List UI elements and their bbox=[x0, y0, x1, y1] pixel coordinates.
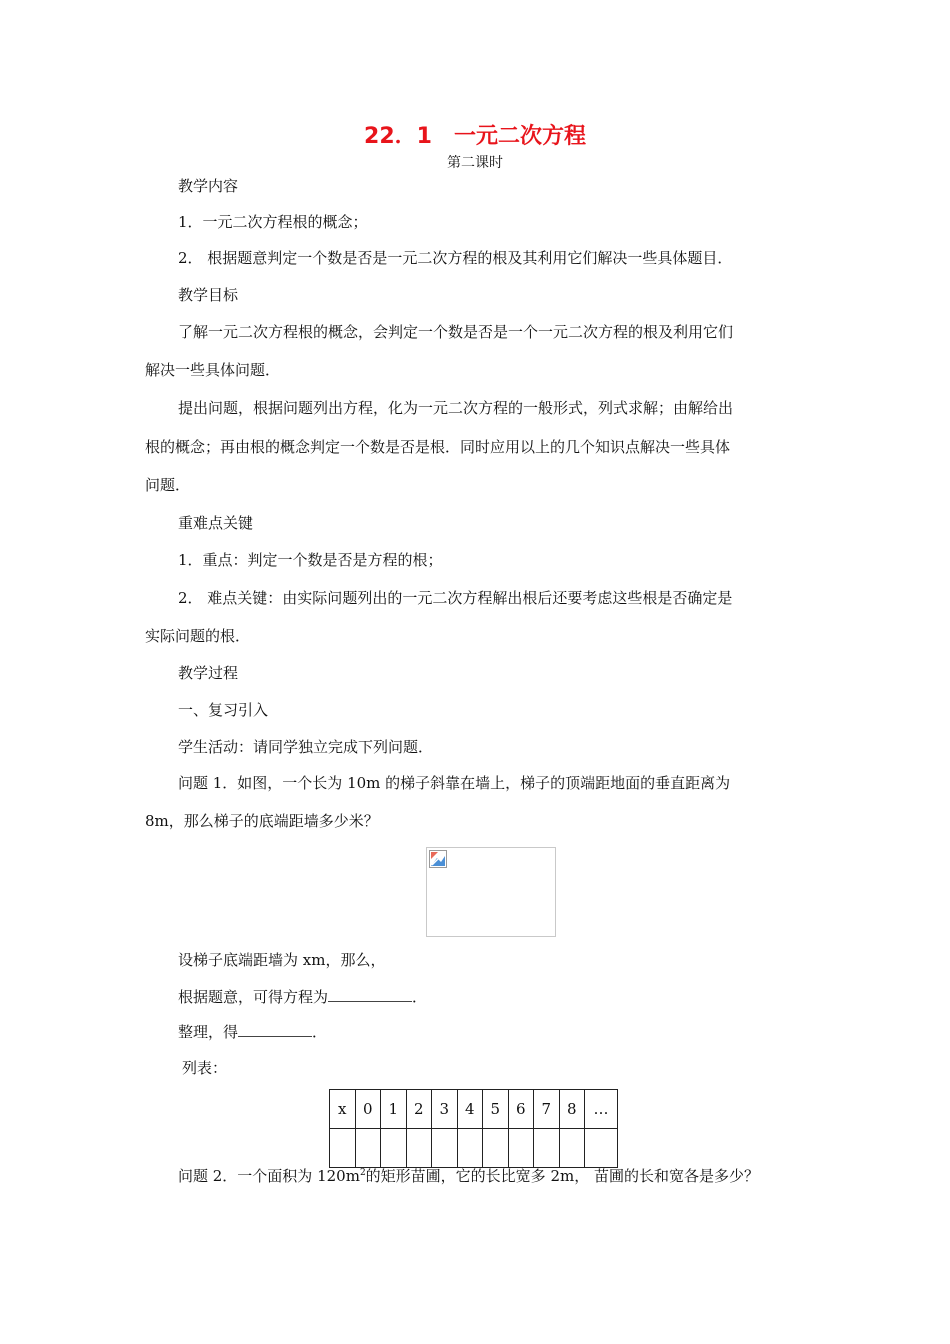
section-heading-key-points: 重难点关键 bbox=[178, 514, 254, 532]
question-2-text: 问题 2．一个面积为 120m bbox=[178, 1167, 360, 1185]
goal-paragraph-1-line-2: 解决一些具体问题． bbox=[145, 361, 281, 379]
table-header-cell: x bbox=[330, 1090, 356, 1129]
broken-image-icon bbox=[429, 850, 447, 868]
lesson-title: 22．1 一元二次方程 bbox=[364, 124, 586, 149]
table-empty-cell bbox=[559, 1129, 585, 1168]
table-header-cell: 2 bbox=[406, 1090, 432, 1129]
goal-paragraph-2-line-3: 问题． bbox=[145, 476, 191, 494]
goal-paragraph-1-line-1: 了解一元二次方程根的概念，会判定一个数是否是一个一元二次方程的根及利用它们 bbox=[178, 323, 734, 341]
ladder-figure-placeholder bbox=[426, 847, 556, 937]
table-header-cell: 3 bbox=[432, 1090, 458, 1129]
table-header-row bbox=[330, 1090, 618, 1129]
table-header-cell: 8 bbox=[559, 1090, 585, 1129]
table-empty-cell bbox=[381, 1129, 407, 1168]
section-heading-process: 教学过程 bbox=[178, 664, 239, 682]
table-empty-cell bbox=[508, 1129, 534, 1168]
equation-prompt-text: 根据题意，可得方程为 bbox=[178, 988, 329, 1006]
key-point-2-line-1: 2． 难点关键：由实际问题列出的一元二次方程解出根后还要考虑这些根是否确定是 bbox=[178, 589, 733, 607]
content-item-1: 1．一元二次方程根的概念； bbox=[178, 213, 368, 231]
equation-answer-blank bbox=[328, 985, 412, 1002]
table-empty-cell bbox=[457, 1129, 483, 1168]
section-heading-goals: 教学目标 bbox=[178, 286, 239, 304]
question-1-line-1: 问题 1．如图，一个长为 10m 的梯子斜靠在墙上，梯子的顶端距地面的垂直距离为 bbox=[178, 774, 731, 792]
question-2 bbox=[178, 1165, 810, 1187]
key-point-1: 1．重点：判定一个数是否是方程的根； bbox=[178, 551, 443, 569]
section-heading-content: 教学内容 bbox=[178, 177, 239, 195]
question-2-text-end: 的矩形苗圃，它的长比宽多 2m， 苗圃的长和宽各是多少？ bbox=[365, 1167, 759, 1185]
question-2-exponent: 2 bbox=[359, 1168, 366, 1178]
lesson-subtitle: 第二课时 bbox=[447, 155, 503, 171]
student-activity: 学生活动：请同学独立完成下列问题． bbox=[178, 738, 434, 756]
simplify-prompt bbox=[178, 1020, 810, 1043]
table-empty-cell bbox=[330, 1129, 356, 1168]
table-header-cell: 6 bbox=[508, 1090, 534, 1129]
table-empty-cell bbox=[585, 1129, 618, 1168]
table-label: 列表： bbox=[182, 1059, 228, 1077]
content-item-2: 2． 根据题意判定一个数是否是一元二次方程的根及其利用它们解决一些具体题目． bbox=[178, 249, 733, 267]
table-header-cell: 5 bbox=[483, 1090, 509, 1129]
table-empty-cell bbox=[355, 1129, 381, 1168]
subsection-review: 一、复习引入 bbox=[178, 701, 269, 719]
goal-paragraph-2-line-2: 根的概念；再由根的概念判定一个数是否是根．同时应用以上的几个知识点解决一些具体 bbox=[145, 438, 731, 456]
equation-prompt bbox=[178, 985, 810, 1008]
key-point-2-line-2: 实际问题的根． bbox=[145, 627, 251, 645]
table-header-cell: … bbox=[585, 1090, 618, 1129]
question-1-line-2: 8m，那么梯子的底端距墙多少米？ bbox=[145, 812, 379, 830]
simplify-answer-blank bbox=[238, 1020, 312, 1037]
table-empty-cell bbox=[534, 1129, 560, 1168]
simplify-prompt-end: ． bbox=[312, 1023, 328, 1041]
value-table bbox=[329, 1089, 618, 1168]
table-header-cell: 7 bbox=[534, 1090, 560, 1129]
table-empty-cell bbox=[406, 1129, 432, 1168]
equation-prompt-end: ． bbox=[412, 988, 428, 1006]
let-x-statement: 设梯子底端距墙为 xm，那么， bbox=[178, 951, 386, 969]
table-header-cell: 0 bbox=[355, 1090, 381, 1129]
table-header-cell: 4 bbox=[457, 1090, 483, 1129]
table-empty-cell bbox=[483, 1129, 509, 1168]
simplify-prompt-text: 整理，得 bbox=[178, 1023, 239, 1041]
table-empty-cell bbox=[432, 1129, 458, 1168]
table-header-cell: 1 bbox=[381, 1090, 407, 1129]
goal-paragraph-2-line-1: 提出问题，根据问题列出方程，化为一元二次方程的一般形式，列式求解；由解给出 bbox=[178, 399, 734, 417]
table-empty-row bbox=[330, 1129, 618, 1168]
